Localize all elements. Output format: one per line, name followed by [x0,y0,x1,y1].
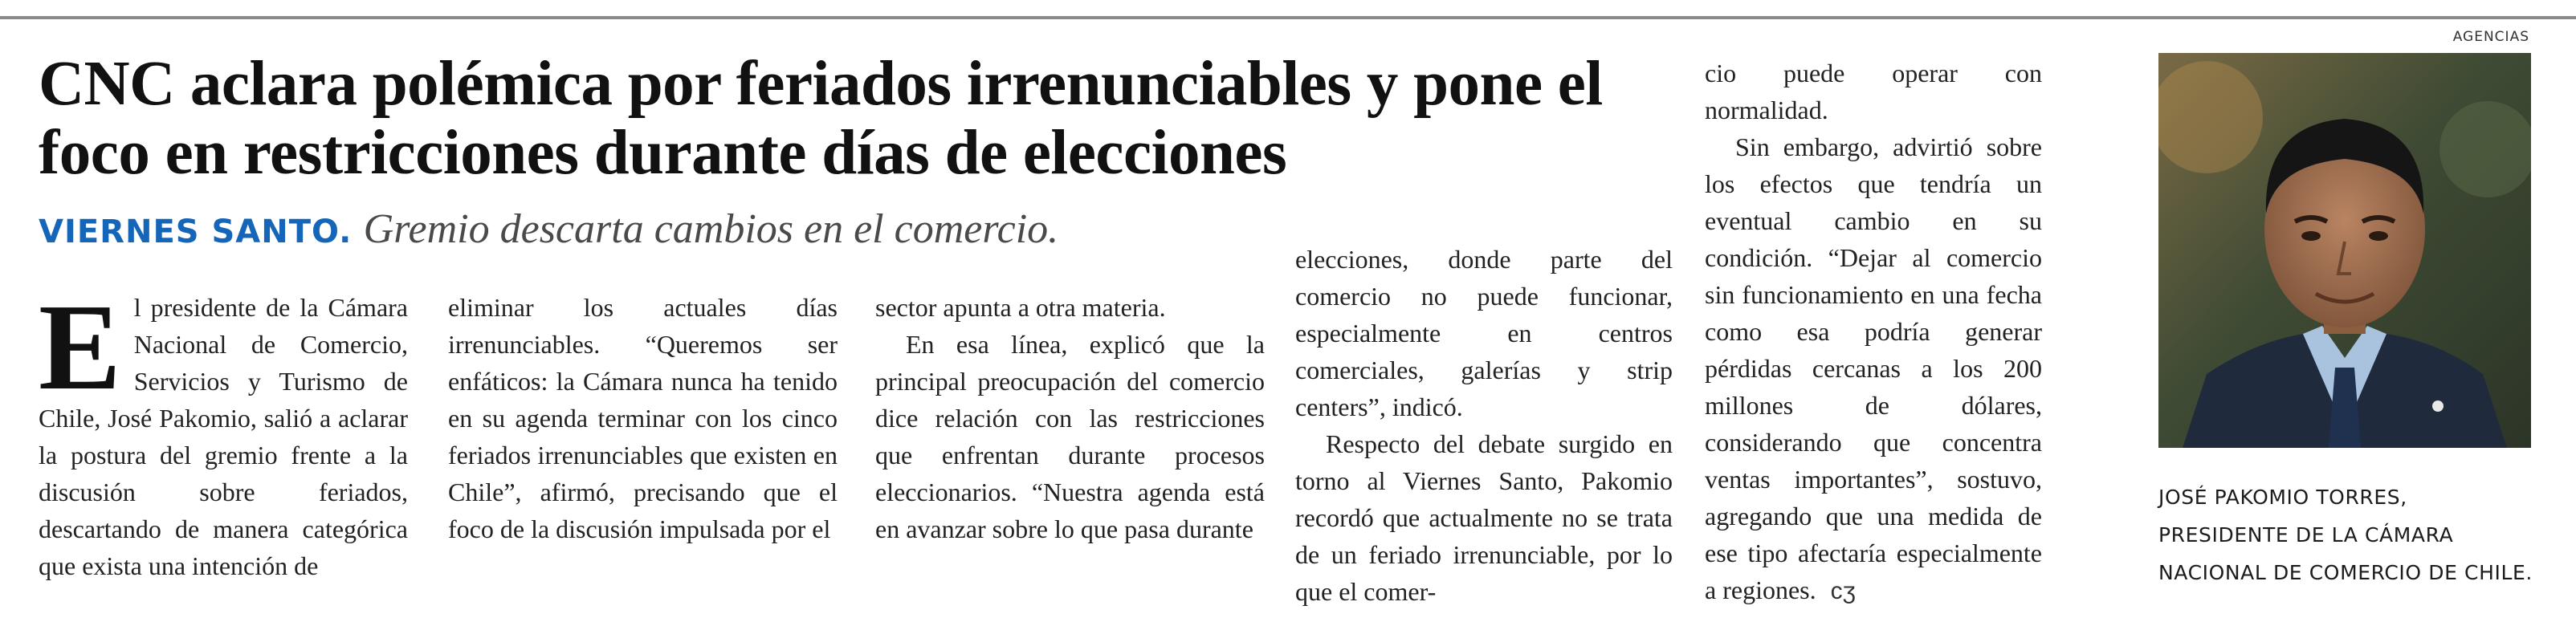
kicker: VIERNES SANTO. [39,213,353,250]
column-5-paragraph-2-text: Sin embargo, advirtió sobre los efectos que tendría un eventual cambio en su condición. “Dejar al comercio sin funcionamiento en una fecha como esa podría generar pérdidas cercanas a los 200 millones de dólares, considerando que concentra ventas importantes”, sostuvo, agregando que una medida de ese tipo afectaría especialmente a regiones. [1705,132,2042,604]
subheadline [39,207,1058,254]
column-4-paragraph-1: elecciones, donde parte del comercio no puede funcionar, especialmente en centros comerciales, galerías y strip centers”, indicó. [1295,245,1673,421]
article-column-4 [1295,241,1673,610]
article-paragraph [39,279,408,584]
source-credit: AGENCIAS [2452,29,2529,45]
article-column-1 [39,279,408,584]
top-rule [0,16,2576,19]
headline: CNC aclara polémica por feriados irrenunciables y pone el foco en restricciones durante días de elecciones [39,49,1603,188]
column-5-paragraph-1: cio puede operar con normalidad. [1705,59,2042,124]
article-column-3 [875,289,1265,547]
end-mark-icon: ᴄʒ [1830,578,1856,604]
article-column-2 [448,289,838,547]
column-4-paragraph-2: Respecto del debate surgido en torno al Viernes Santo, Pakomio recordó que actualmente no se trata de un feriado irrenunciable, por lo que el comer- [1295,429,1673,606]
photo-caption: JOSÉ PAKOMIO TORRES, PRESIDENTE DE LA CÁMARA NACIONAL DE COMERCIO DE CHILE. [2158,486,2533,584]
column-3-paragraph-1: sector apunta a otra materia. [875,293,1166,322]
portrait-illustration [2158,53,2531,448]
deck: Gremio descarta cambios en el comercio. [363,206,1059,252]
article-column-5 [1705,55,2042,610]
column-3-paragraph-2: En esa línea, explicó que la principal preocupación del comercio dice relación con las restricciones que enfrentan durante procesos eleccionarios. “Nuestra agenda está en avanzar sobre lo que pasa durante [875,330,1265,543]
column-2-text: eliminar los actuales días irrenunciables. “Queremos ser enfáticos: la Cámara nunca ha tenido en su agenda terminar con los cinco feriados irrenunciables que existen en Chile”, afirmó, precisando que el foco de la discusión impulsada por el [448,293,838,543]
column-1-text: l presidente de la Cámara Nacional de Comercio, Servicios y Turismo de Chile, José Pakomio, salió a aclarar la postura del gremio frente a la discusión sobre feriados, descartando de manera categórica que exista una intención de [39,293,408,580]
drop-cap: E [39,279,121,416]
column-5-paragraph-2 [1705,128,2042,610]
portrait-photo [2158,53,2531,448]
